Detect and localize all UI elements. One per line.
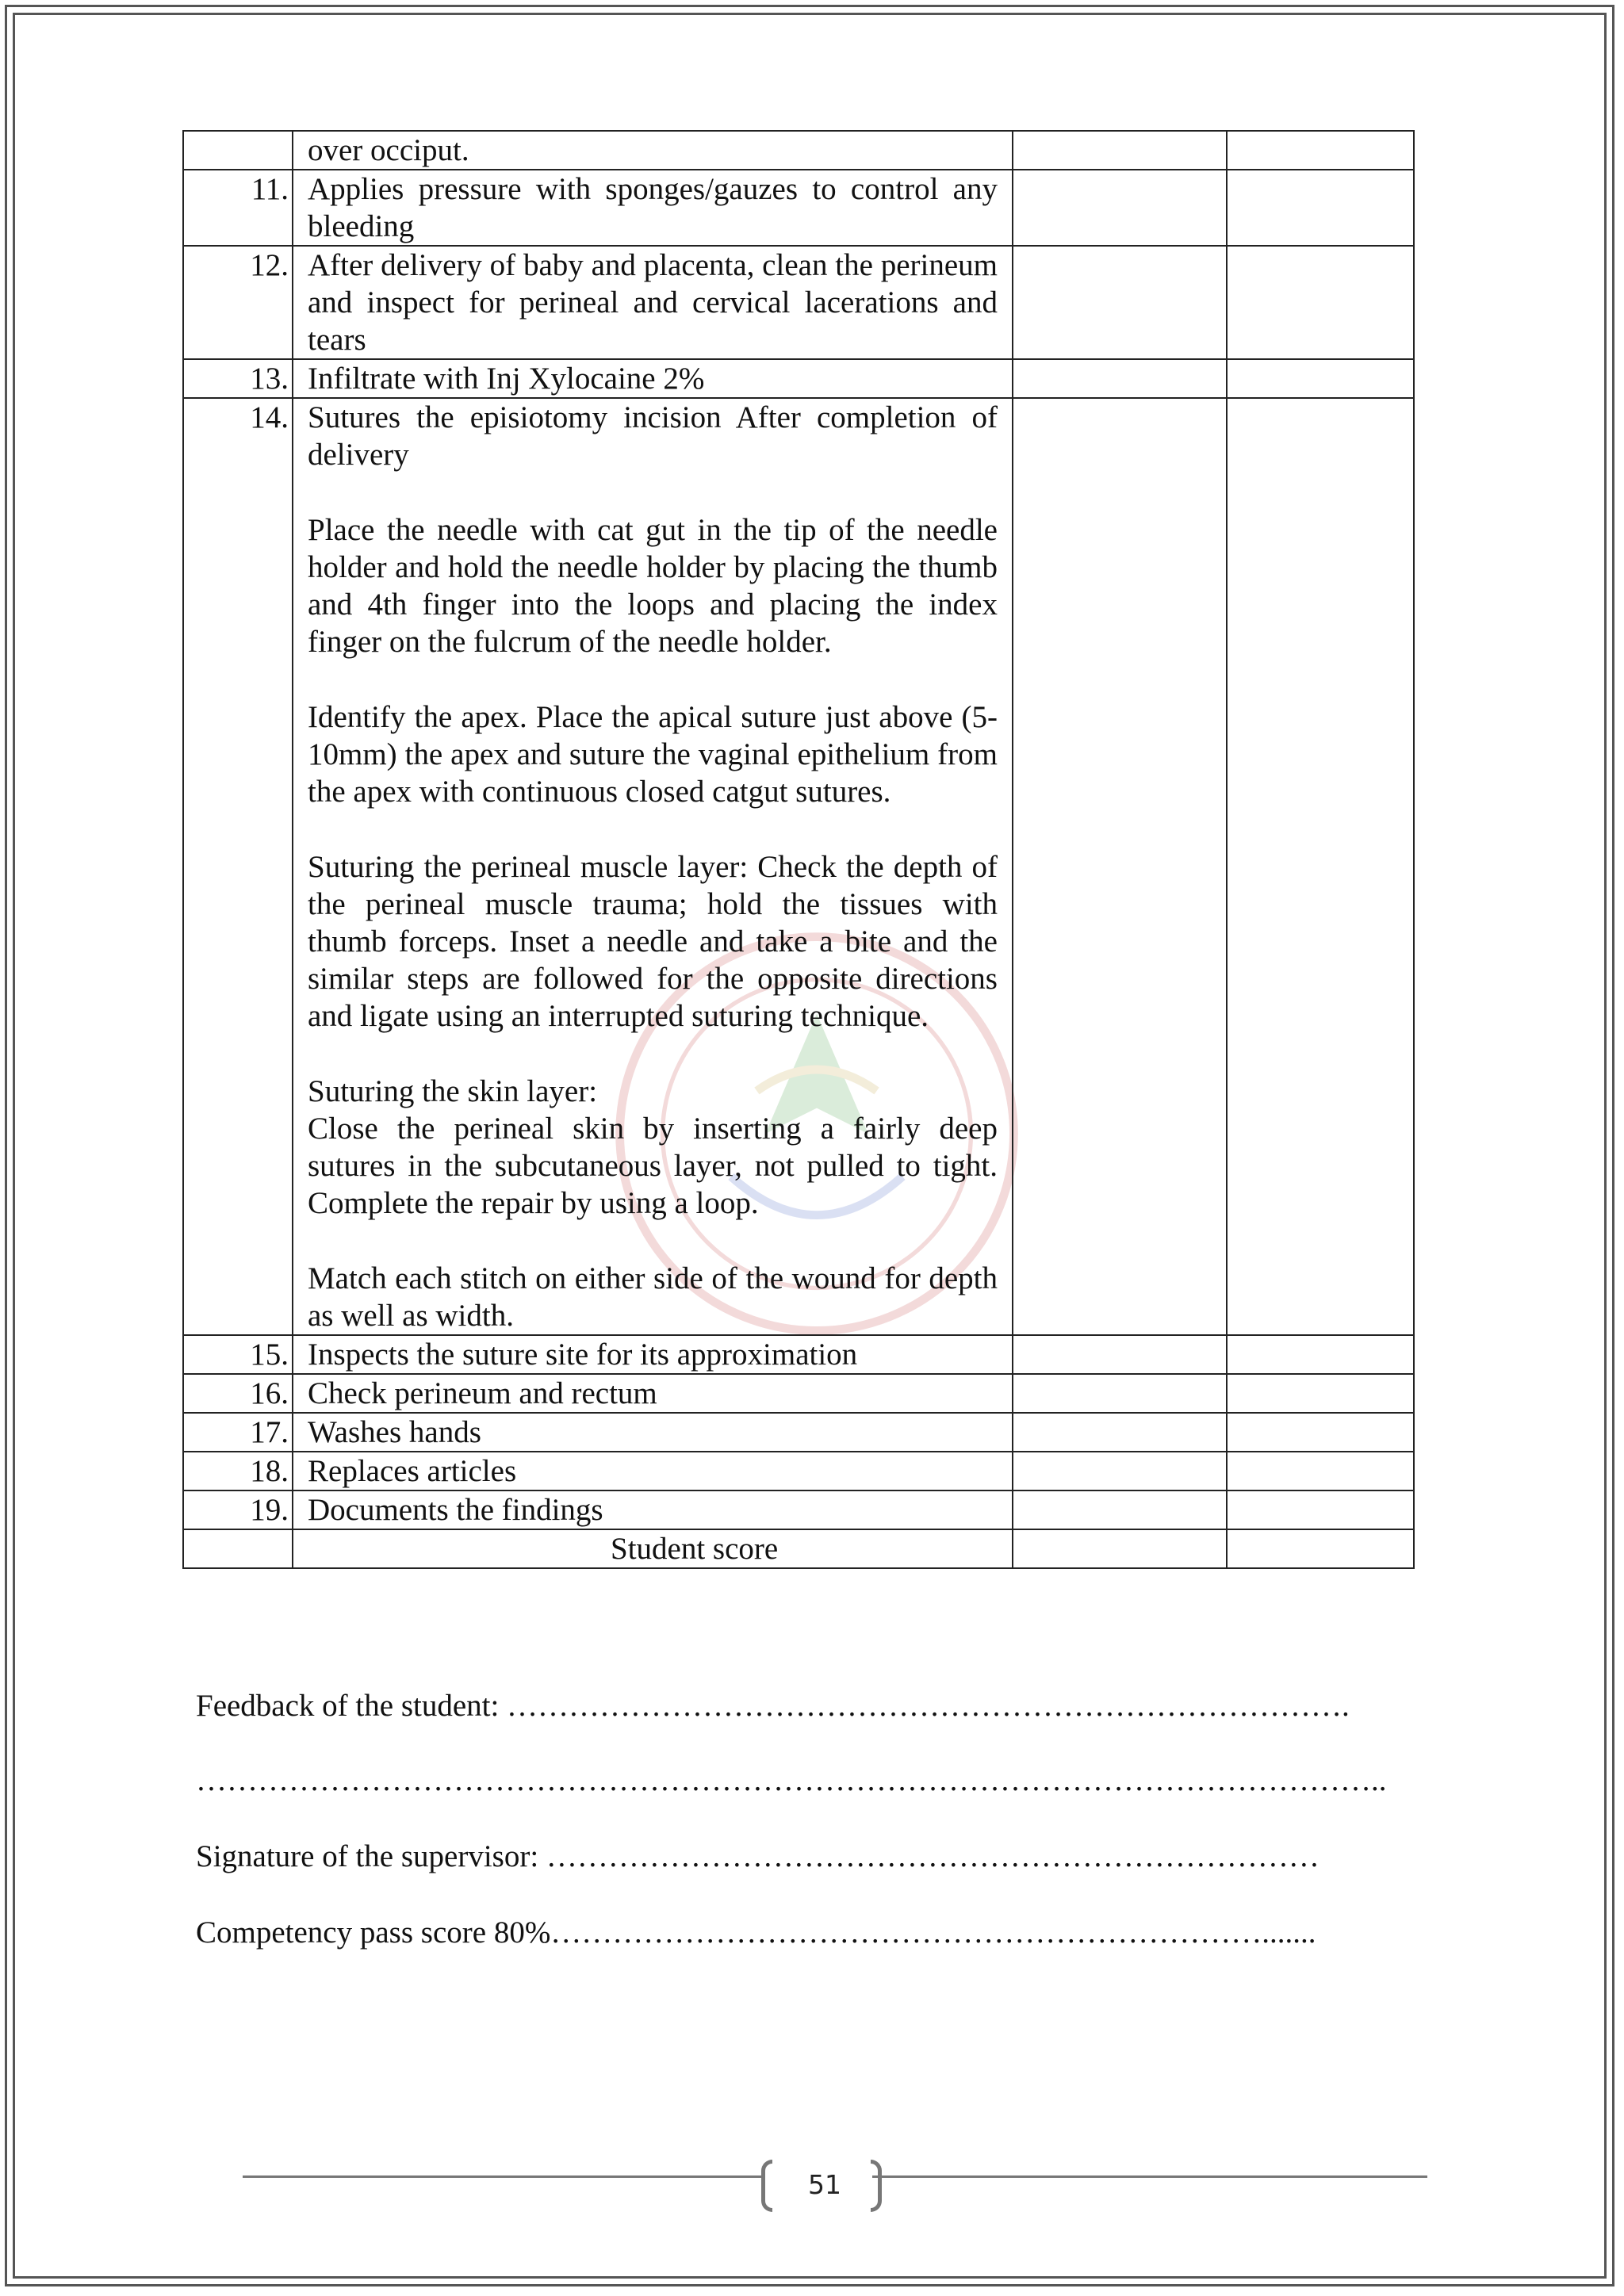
pass-score-line: Competency pass score 80%…………………………………………………………….......: [196, 1915, 1316, 1950]
student-score-row: [183, 1529, 1414, 1568]
procedure-checklist-table: [182, 130, 1415, 1569]
mark-cell-2: [1227, 1335, 1414, 1374]
step-description: [293, 1413, 1013, 1452]
step-paragraph: After delivery of baby and placenta, clean the perineum and inspect for perineal and cervical lacerations and tears: [308, 248, 998, 357]
mark-cell-2: [1227, 246, 1414, 359]
step-paragraph: Suturing the perineal muscle layer: Check the depth of the perineal muscle trauma; hold the tissues with thumb forceps. Inset a needle and take a bite and the similar steps are followed for the opposite directions and ligate using an interrupted suturing technique.: [308, 850, 998, 1033]
step-number: 16.: [183, 1374, 293, 1413]
checklist-row: [183, 170, 1414, 246]
footer-rule-left: [243, 2175, 763, 2178]
step-description: [293, 131, 1013, 170]
mark-cell-2: [1227, 359, 1414, 398]
step-number: 19.: [183, 1490, 293, 1529]
mark-cell-2: [1227, 1452, 1414, 1490]
page-number: 51: [808, 2169, 841, 2200]
step-number: 15.: [183, 1335, 293, 1374]
mark-cell-1: [1013, 131, 1227, 170]
step-paragraph: Identify the apex. Place the apical suture just above (5-10mm) the apex and suture the vaginal epithelium from the apex with continuous closed catgut sutures.: [308, 700, 998, 809]
checklist-row: [183, 1490, 1414, 1529]
step-paragraph: Match each stitch on either side of the wound for depth as well as width.: [308, 1261, 998, 1333]
mark-cell-2: [1227, 131, 1414, 170]
mark-cell-1: [1013, 1452, 1227, 1490]
checklist-row: [183, 1374, 1414, 1413]
step-description: [293, 1335, 1013, 1374]
step-description: [293, 359, 1013, 398]
step-paragraph: Suturing the skin layer:: [308, 1074, 598, 1108]
step-description: [293, 1490, 1013, 1529]
step-description: [293, 1374, 1013, 1413]
checklist-row: [183, 398, 1414, 1335]
mark-cell-1: [1013, 246, 1227, 359]
checklist-row: [183, 1413, 1414, 1452]
checklist-row: [183, 359, 1414, 398]
mark-cell-1: [1013, 1335, 1227, 1374]
mark-cell-2: [1227, 1490, 1414, 1529]
supervisor-signature-line: Signature of the supervisor: …………………………………………………………………: [196, 1839, 1320, 1873]
checklist-row: [183, 246, 1414, 359]
step-number: 11.: [183, 170, 293, 246]
step-number: 13.: [183, 359, 293, 398]
mark-cell-1: [1013, 1413, 1227, 1452]
feedback-continuation-line: ……………………………………………………………………………………………………..: [196, 1763, 1387, 1797]
score-mark-cell-1: [1013, 1529, 1227, 1568]
checklist-row: [183, 131, 1414, 170]
step-number: 14.: [183, 398, 293, 1335]
step-description: [293, 1452, 1013, 1490]
mark-cell-2: [1227, 170, 1414, 246]
feedback-line: Feedback of the student: ……………………………………………………………………….: [196, 1689, 1350, 1723]
score-num-cell: [183, 1529, 293, 1568]
page-number-bracket-right: [871, 2160, 882, 2212]
step-paragraph: Infiltrate with Inj Xylocaine 2%: [308, 362, 705, 396]
student-score-label: Student score: [293, 1529, 1013, 1568]
step-number: 12.: [183, 246, 293, 359]
step-paragraph: over occiput.: [308, 133, 469, 167]
step-paragraph: Place the needle with cat gut in the tip of the needle holder and hold the needle holder by placing the thumb and 4th finger into the loops and placing the index finger on the fulcrum of the needle holder.: [308, 513, 998, 659]
step-number: [183, 131, 293, 170]
mark-cell-1: [1013, 398, 1227, 1335]
step-paragraph: Check perineum and rectum: [308, 1376, 657, 1410]
mark-cell-1: [1013, 170, 1227, 246]
step-number: 17.: [183, 1413, 293, 1452]
step-number: 18.: [183, 1452, 293, 1490]
checklist-row: [183, 1335, 1414, 1374]
checklist-row: [183, 1452, 1414, 1490]
score-mark-cell-2: [1227, 1529, 1414, 1568]
step-paragraph: Washes hands: [308, 1415, 481, 1449]
step-description: [293, 170, 1013, 246]
mark-cell-2: [1227, 1413, 1414, 1452]
footer-rule-right: [872, 2175, 1427, 2178]
step-description: [293, 246, 1013, 359]
mark-cell-1: [1013, 1490, 1227, 1529]
step-paragraph: Applies pressure with sponges/gauzes to control any bleeding: [308, 172, 998, 243]
step-description: [293, 398, 1013, 1335]
page-number-bracket-left: [761, 2160, 772, 2212]
mark-cell-2: [1227, 398, 1414, 1335]
step-paragraph: Close the perineal skin by inserting a fairly deep sutures in the subcutaneous layer, not pulled to tight. Complete the repair by using a loop.: [308, 1112, 998, 1220]
step-paragraph: Sutures the episiotomy incision After completion of delivery: [308, 400, 998, 472]
mark-cell-1: [1013, 1374, 1227, 1413]
step-paragraph: Documents the findings: [308, 1493, 603, 1527]
step-paragraph: Replaces articles: [308, 1454, 517, 1488]
mark-cell-2: [1227, 1374, 1414, 1413]
step-paragraph: Inspects the suture site for its approximation: [308, 1337, 858, 1372]
mark-cell-1: [1013, 359, 1227, 398]
